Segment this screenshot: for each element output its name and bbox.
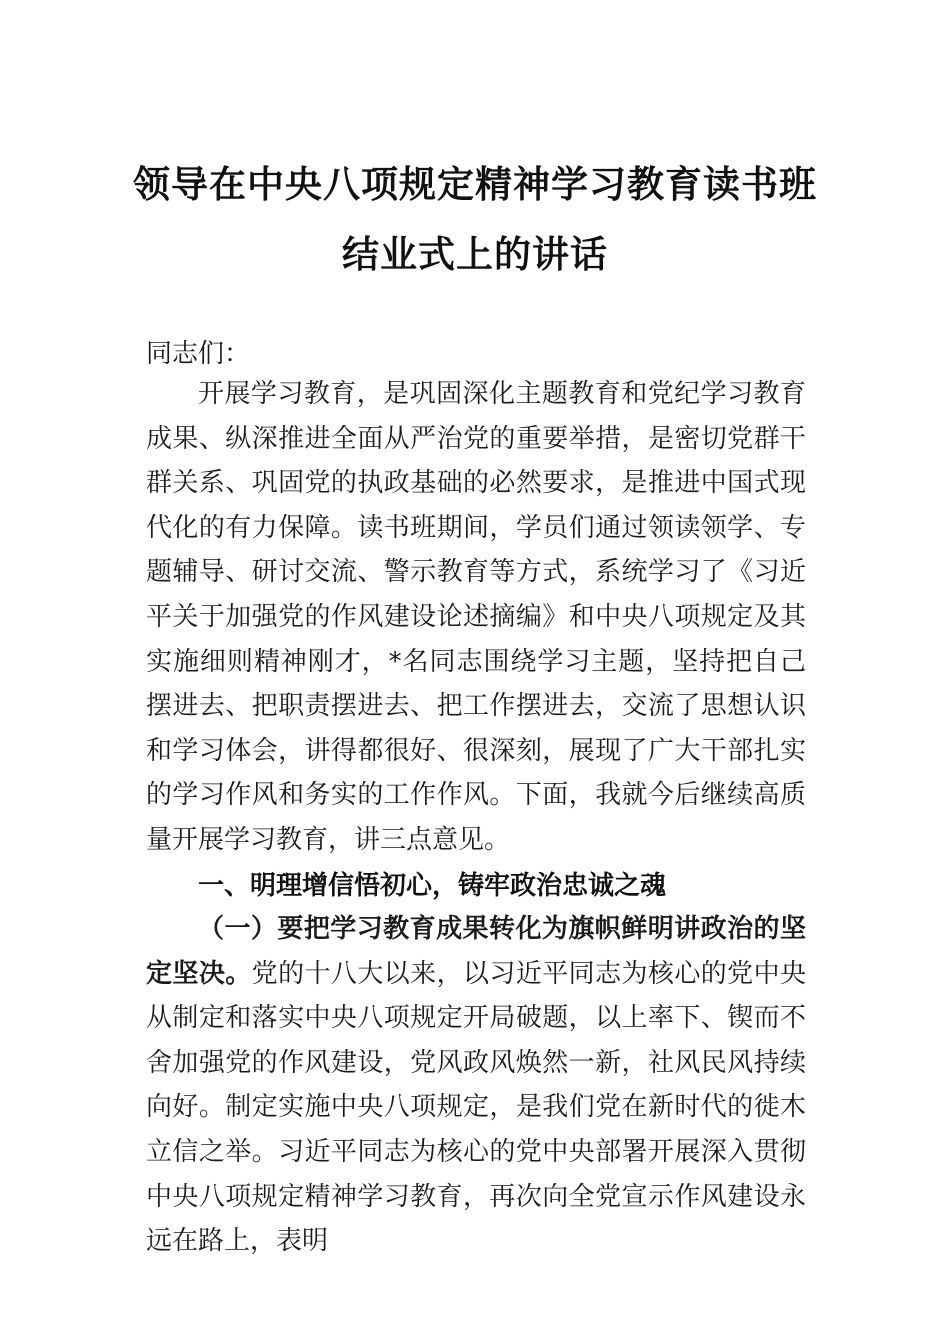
document-title-line-2: 结业式上的讲话 bbox=[342, 232, 608, 276]
document-title-line-1: 领导在中央八项规定精神学习教育读书班 bbox=[133, 162, 817, 206]
paragraph-section-1-1 bbox=[146, 907, 806, 1263]
paragraph-lead-sentence: （一）要把学习教育成果转化为旗帜鲜明讲政治的坚定坚决。 bbox=[146, 914, 806, 989]
salutation: 同志们： bbox=[146, 339, 251, 369]
paragraph-body-text: 党的十八大以来，以习近平同志为核心的党中央从制定和落实中央八项规定开局破题，以上率下、锲而不舍加强党的作风建设，党风政风焕然一新，社风民风持续向好。制定实施中央八项规定，是我们党在新时代的徙木立信之举。习近平同志为核心的党中央部署开展深入贯彻中央八项规定精神学习教育，再次向全党宣示作风建设永远在路上，表明 bbox=[146, 958, 806, 1257]
section-heading-1: 一、明理增信悟初心，铸牢政治忠诚之魂 bbox=[198, 871, 667, 901]
paragraph-intro: 开展学习教育，是巩固深化主题教育和党纪学习教育成果、纵深推进全面从严治党的重要举措，是密切党群干群关系、巩固党的执政基础的必然要求，是推进中国式现代化的有力保障。读书班期间，学员们通过领读领学、专题辅导、研讨交流、警示教育等方式，系统学习了《习近平关于加强党的作风建设论述摘编》和中央八项规定及其实施细则精神刚才，*名同志围绕学习主题，坚持把自己摆进去、把职责摆进去、把工作摆进去，交流了思想认识和学习体会，讲得都很好、很深刻，展现了广大干部扎实的学习作风和务实的工作作风。下面，我就今后继续高质量开展学习教育，讲三点意见。 bbox=[146, 379, 806, 855]
